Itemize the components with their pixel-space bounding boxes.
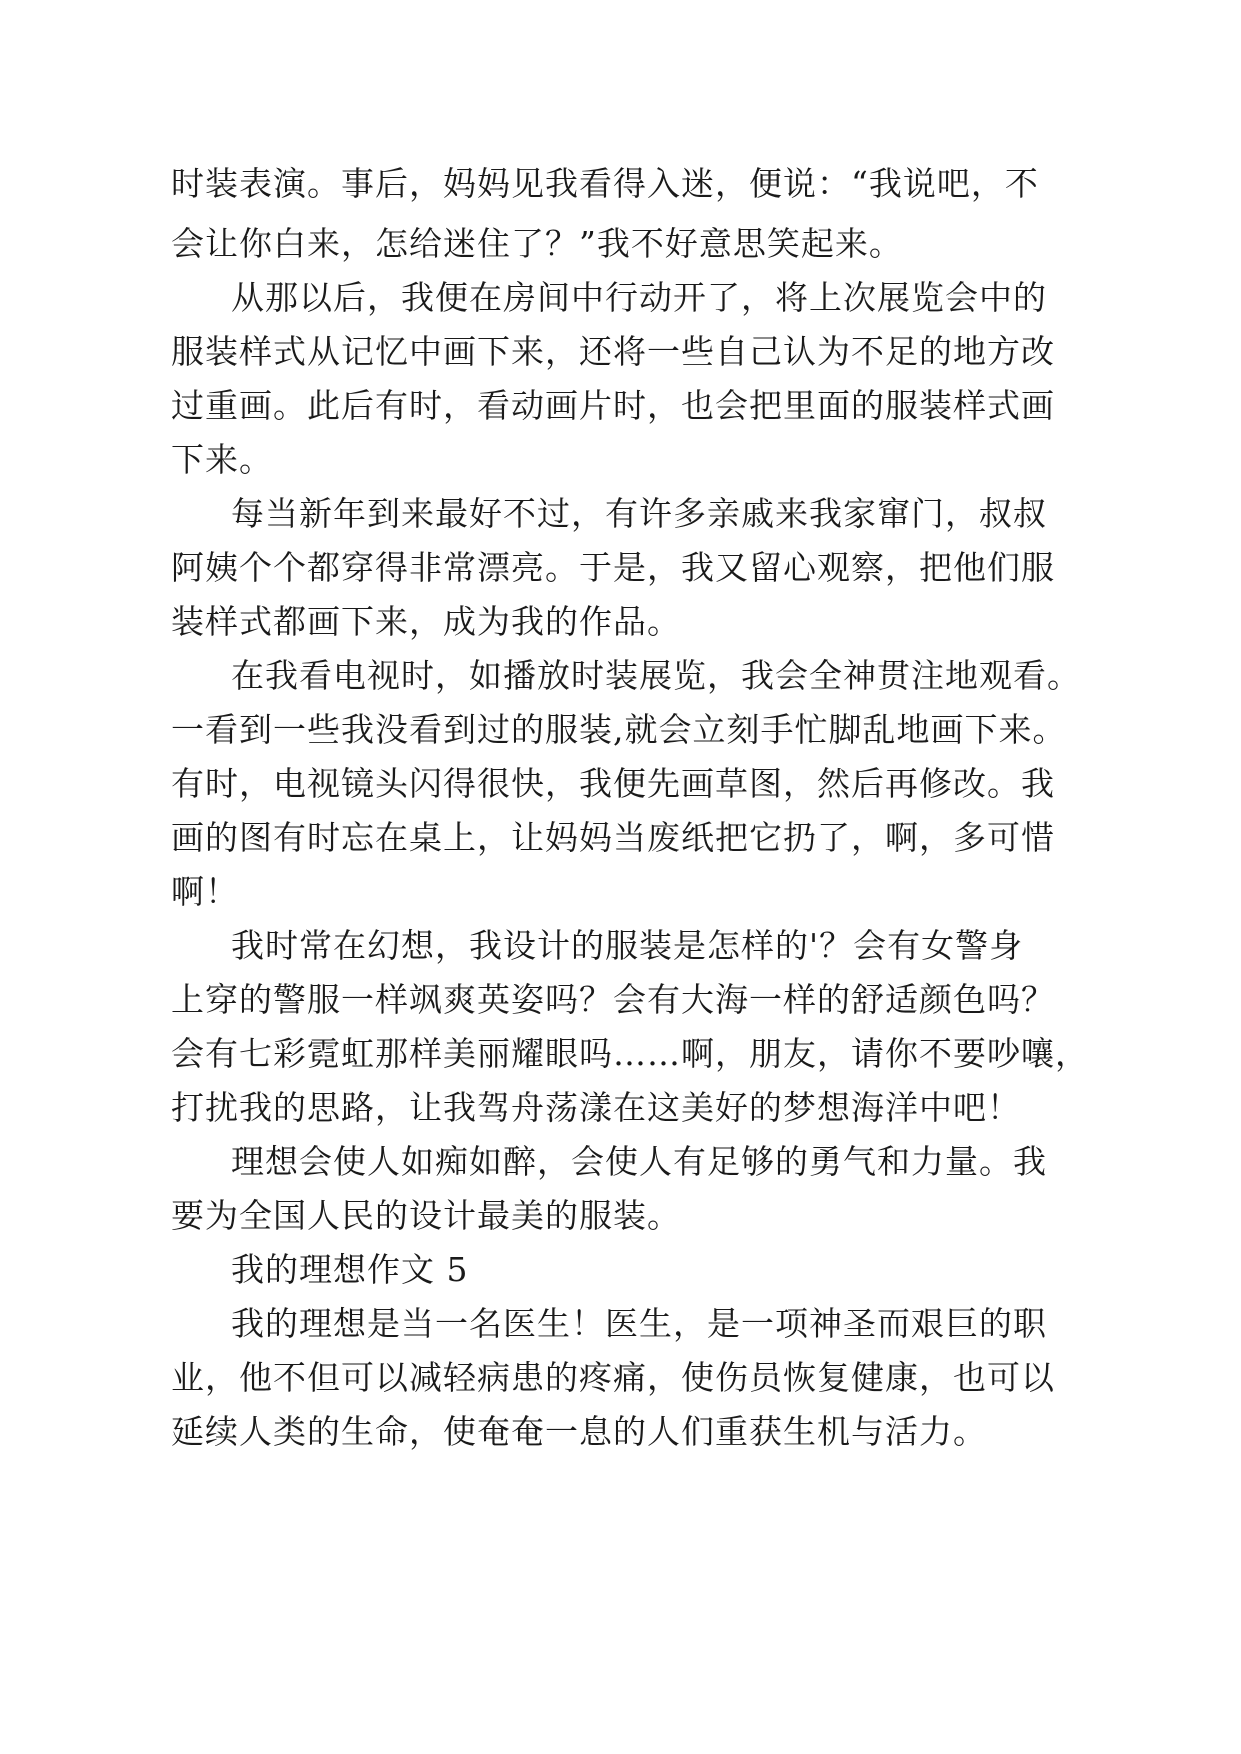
text-line: [0, 1078, 1241, 1138]
text-line: [0, 1186, 1241, 1246]
line-text: 有时，电视镜头闪得很快，我便先画草图，然后再修改。我: [171, 764, 1055, 803]
line-text: 打扰我的思路，让我驾舟荡漾在这美好的梦想海洋中吧！: [171, 1088, 1021, 1127]
line-text: 每当新年到来最好不过，有许多亲戚来我家窜门，叔叔: [231, 494, 1047, 533]
text-line: [0, 916, 1241, 976]
line-text: 服装样式从记忆中画下来，还将一些自己认为不足的地方改: [171, 332, 1055, 371]
text-line: [0, 1024, 1241, 1084]
line-text: 在我看电视时，如播放时装展览，我会全神贯注地观看。: [231, 656, 1081, 695]
text-line: [0, 322, 1241, 382]
line-text: 我时常在幻想，我设计的服装是怎样的'？会有女警身: [231, 926, 1024, 965]
line-text: 上穿的警服一样飒爽英姿吗？会有大海一样的舒适颜色吗？: [171, 980, 1055, 1019]
line-text: 业，他不但可以减轻病患的疼痛，使伤员恢复健康，也可以: [171, 1358, 1055, 1397]
line-text: 装样式都画下来，成为我的作品。: [171, 602, 681, 641]
line-text: 下来。: [171, 440, 273, 479]
line-text: 一看到一些我没看到过的服装,就会立刻手忙脚乱地画下来。: [171, 710, 1067, 749]
line-text: 会有七彩霓虹那样美丽耀眼吗……啊，朋友，请你不要吵嚷，: [171, 1034, 1089, 1073]
line-text: 要为全国人民的设计最美的服装。: [171, 1196, 681, 1235]
line-text: 延续人类的生命，使奄奄一息的人们重获生机与活力。: [171, 1412, 987, 1451]
line-text: 啊！: [171, 872, 239, 911]
text-line: [0, 376, 1241, 436]
text-line: [0, 970, 1241, 1030]
line-text: 理想会使人如痴如醉，会使人有足够的勇气和力量。我: [231, 1142, 1047, 1181]
line-text: 会让你白来，怎给迷住了？”我不好意思笑起来。: [171, 224, 903, 263]
text-line: [0, 154, 1241, 214]
text-line: [0, 646, 1241, 706]
text-line: [0, 538, 1241, 598]
text-line: [0, 214, 1241, 274]
text-line: [0, 1294, 1241, 1354]
heading-text: 我的理想作文 5: [231, 1250, 469, 1289]
line-text: 画的图有时忘在桌上，让妈妈当废纸把它扔了，啊，多可惜: [171, 818, 1055, 857]
text-line: [0, 1132, 1241, 1192]
text-line: [0, 1348, 1241, 1408]
text-line: [0, 808, 1241, 868]
section-heading: [0, 1240, 1241, 1300]
text-line: [0, 268, 1241, 328]
line-text: 阿姨个个都穿得非常漂亮。于是，我又留心观察，把他们服: [171, 548, 1055, 587]
text-line: [0, 862, 1241, 922]
line-text: 时装表演。事后，妈妈见我看得入迷，便说：“我说吧，不: [171, 164, 1039, 203]
text-line: [0, 592, 1241, 652]
text-line: [0, 430, 1241, 490]
text-line: [0, 700, 1241, 760]
text-line: [0, 1402, 1241, 1462]
line-text: 我的理想是当一名医生！医生，是一项神圣而艰巨的职: [231, 1304, 1047, 1343]
line-text: 过重画。此后有时，看动画片时，也会把里面的服装样式画: [171, 386, 1055, 425]
line-text: 从那以后，我便在房间中行动开了，将上次展览会中的: [231, 278, 1047, 317]
text-line: [0, 754, 1241, 814]
text-line: [0, 484, 1241, 544]
